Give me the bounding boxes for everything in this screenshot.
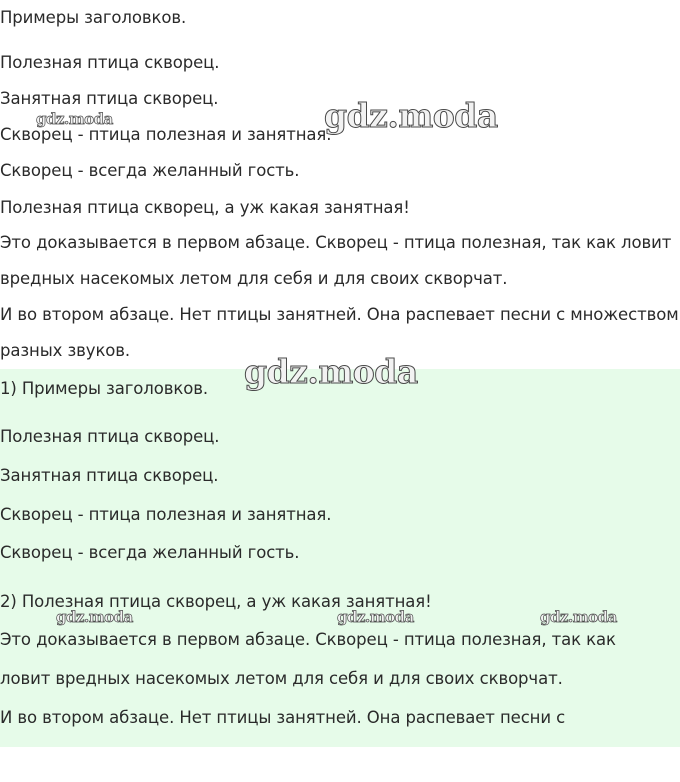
watermark-logo: gdz.moda [337,608,414,626]
text-line: Занятная птица скворец. [0,466,219,485]
text-line: И во втором абзаце. Нет птицы занятней. Она распевает песни с [0,708,566,727]
text-line: Скворец - птица полезная и занятная. [0,505,332,524]
text-line: Полезная птица скворец, а уж какая занятная! [0,198,410,217]
text-line: разных звуков. [0,341,131,360]
text-line: вредных насекомых летом для себя и для своих скворчат. [0,269,508,288]
text-line: Скворец - птица полезная и занятная. [0,125,332,144]
text-line: 2) Полезная птица скворец, а уж какая занятная! [0,592,432,611]
watermark-logo: gdz.moda [540,608,617,626]
text-line: Примеры заголовков. [0,8,187,27]
text-line: Полезная птица скворец. [0,427,220,446]
text-line: Это доказывается в первом абзаце. Скворец - птица полезная, так как ловит [0,233,672,252]
text-line: И во втором абзаце. Нет птицы занятней. Она распевает песни с множеством [0,305,679,324]
text-line: ловит вредных насекомых летом для себя и для своих скворчат. [0,669,563,688]
watermark-logo: gdz.moda [324,96,498,135]
watermark-logo: gdz.moda [36,110,113,128]
text-line: 1) Примеры заголовков. [0,379,208,398]
text-line: Занятная птица скворец. [0,89,219,108]
watermark-logo: gdz.moda [244,352,418,391]
text-line: Это доказывается в первом абзаце. Скворец - птица полезная, так как [0,630,616,649]
text-line: Скворец - всегда желанный гость. [0,161,300,180]
text-line: Полезная птица скворец. [0,53,220,72]
watermark-logo: gdz.moda [56,608,133,626]
text-line: Скворец - всегда желанный гость. [0,543,300,562]
